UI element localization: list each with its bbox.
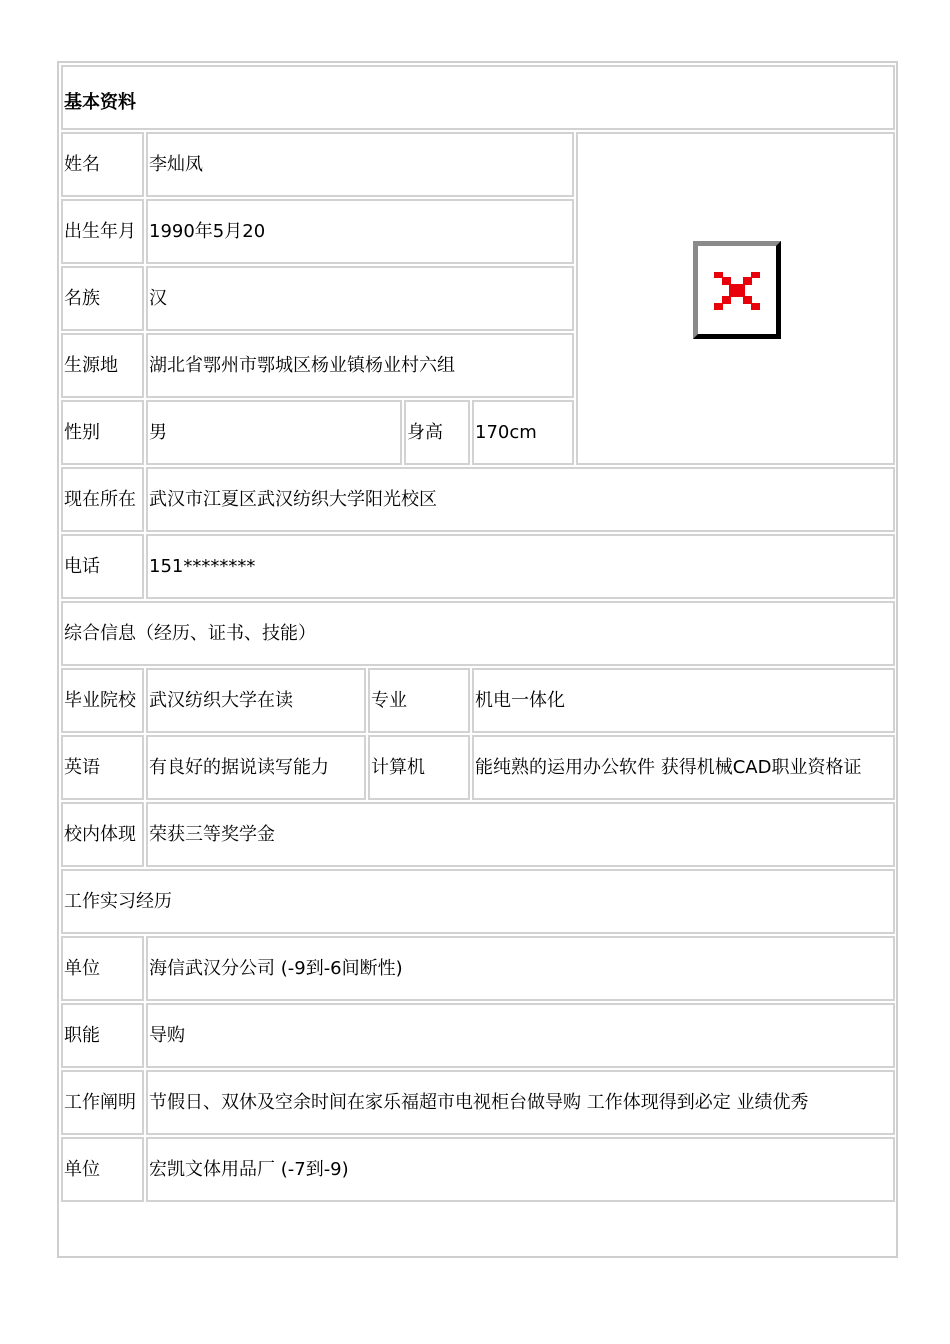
birth-label: 出生年月 <box>61 199 144 264</box>
birth-value: 1990年5月20 <box>146 199 574 264</box>
gender-value: 男 <box>146 400 402 465</box>
work2-unit-label: 单位 <box>61 1137 144 1202</box>
work-title: 工作实习经历 <box>61 869 895 934</box>
height-label: 身高 <box>404 400 470 465</box>
section-title: 基本资料 <box>61 65 895 130</box>
broken-image-icon <box>693 241 781 339</box>
campus-label: 校内体现 <box>61 802 144 867</box>
name-label: 姓名 <box>61 132 144 197</box>
summary-title: 综合信息（经历、证书、技能） <box>61 601 895 666</box>
english-value: 有良好的据说读写能力 <box>146 735 366 800</box>
origin-label: 生源地 <box>61 333 144 398</box>
major-label: 专业 <box>368 668 470 733</box>
name-value: 李灿凤 <box>146 132 574 197</box>
major-value: 机电一体化 <box>472 668 895 733</box>
work1-unit-value: 海信武汉分公司 (-9到-6间断性) <box>146 936 895 1001</box>
work1-desc-value: 节假日、双休及空余时间在家乐福超市电视柜台做导购 工作体现得到必定 业绩优秀 <box>146 1070 895 1135</box>
school-label: 毕业院校 <box>61 668 144 733</box>
location-label: 现在所在 <box>61 467 144 532</box>
school-value: 武汉纺织大学在读 <box>146 668 366 733</box>
work1-unit-label: 单位 <box>61 936 144 1001</box>
work1-desc-label: 工作阐明 <box>61 1070 144 1135</box>
origin-value: 湖北省鄂州市鄂城区杨业镇杨业村六组 <box>146 333 574 398</box>
phone-label: 电话 <box>61 534 144 599</box>
ethnicity-value: 汉 <box>146 266 574 331</box>
photo-cell <box>576 132 895 465</box>
computer-label: 计算机 <box>368 735 470 800</box>
work1-role-value: 导购 <box>146 1003 895 1068</box>
computer-value: 能纯熟的运用办公软件 获得机械CAD职业资格证 <box>472 735 895 800</box>
resume-table <box>59 63 897 1204</box>
ethnicity-label: 名族 <box>61 266 144 331</box>
work1-role-label: 职能 <box>61 1003 144 1068</box>
location-value: 武汉市江夏区武汉纺织大学阳光校区 <box>146 467 895 532</box>
work2-unit-value: 宏凯文体用品厂 (-7到-9) <box>146 1137 895 1202</box>
campus-value: 荣获三等奖学金 <box>146 802 895 867</box>
phone-value: 151******** <box>146 534 895 599</box>
gender-label: 性别 <box>61 400 144 465</box>
height-value: 170cm <box>472 400 574 465</box>
english-label: 英语 <box>61 735 144 800</box>
